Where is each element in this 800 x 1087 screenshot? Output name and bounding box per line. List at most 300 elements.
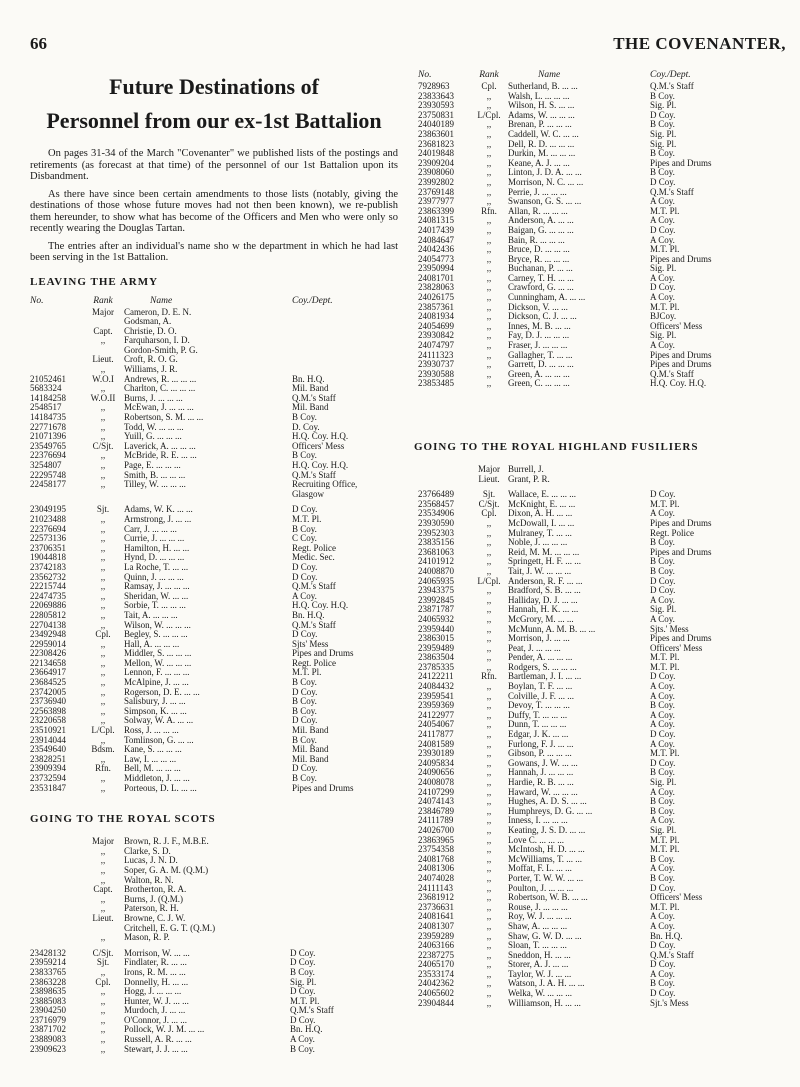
table-row bbox=[404, 274, 790, 284]
rank: Cpl. bbox=[95, 977, 111, 987]
rank: ,, bbox=[486, 566, 492, 576]
service-number: 23885083 bbox=[30, 996, 66, 1006]
coy-dept: Mil. Band bbox=[292, 754, 329, 764]
table-row bbox=[30, 394, 398, 404]
table-row bbox=[30, 611, 398, 621]
table-row bbox=[30, 1016, 398, 1026]
column-header-dept: Coy./Dept. bbox=[650, 70, 691, 80]
coy-dept: Pipes and Drums bbox=[650, 518, 712, 528]
table-row bbox=[404, 360, 790, 370]
service-number: 23716979 bbox=[30, 1015, 66, 1025]
coy-dept: D Coy. bbox=[650, 586, 676, 596]
name: Hannah, H. K. ... ... bbox=[508, 605, 579, 615]
rank: ,, bbox=[486, 91, 492, 101]
table-row bbox=[404, 101, 790, 111]
coy-dept: Mil. Band bbox=[292, 726, 329, 736]
coy-dept: D Coy. bbox=[292, 716, 318, 726]
table-row bbox=[30, 640, 398, 650]
service-number: 24111143 bbox=[418, 883, 453, 893]
coy-dept: H.Q. Coy. H.Q. bbox=[292, 432, 349, 442]
name: Robertson, S. M. ... ... bbox=[124, 413, 204, 423]
table-row bbox=[30, 442, 398, 452]
rank: ,, bbox=[486, 883, 492, 893]
service-number: 5683324 bbox=[30, 384, 62, 394]
coy-dept: D Coy. bbox=[290, 958, 316, 968]
service-number: 24008078 bbox=[418, 778, 454, 787]
service-number: 23769148 bbox=[418, 187, 454, 197]
rank: ,, bbox=[486, 168, 492, 178]
name: Haward, W. ... ... ... bbox=[508, 787, 578, 797]
table-row bbox=[30, 904, 398, 914]
service-number: 24081307 bbox=[418, 921, 454, 931]
coy-dept: Regt. Police bbox=[292, 658, 336, 668]
name: Springett, H. F. ... ... bbox=[508, 557, 582, 567]
rank: ,, bbox=[486, 979, 492, 989]
table-row bbox=[30, 413, 398, 423]
service-number: 23049195 bbox=[30, 505, 66, 515]
page-number: 66 bbox=[30, 34, 47, 53]
coy-dept: A Coy. bbox=[650, 710, 675, 720]
service-number: 22805812 bbox=[30, 610, 66, 620]
coy-dept: D Coy. bbox=[650, 730, 676, 740]
service-number: 23863965 bbox=[418, 835, 454, 845]
coy-dept: M.T. Pl. bbox=[650, 302, 680, 312]
name: Perrie, J. ... ... ... bbox=[508, 187, 567, 197]
table-row bbox=[404, 989, 790, 999]
service-number: 24054699 bbox=[418, 321, 454, 331]
name: Adams, W. K. ... ... bbox=[124, 505, 193, 515]
table-row bbox=[404, 312, 790, 322]
service-number: 24074028 bbox=[418, 873, 454, 883]
service-number: 23952303 bbox=[418, 528, 454, 538]
name: Tomlinson, G. ... ... bbox=[124, 735, 194, 745]
table-row bbox=[30, 933, 398, 943]
rank: ,, bbox=[486, 758, 492, 768]
name: Carr, J. ... ... ... bbox=[124, 524, 177, 534]
coy-dept: Officers' Mess bbox=[650, 321, 703, 331]
name: Anderson, R. F. ... ... bbox=[508, 576, 583, 586]
coy-dept: A Coy. bbox=[650, 293, 675, 303]
name: Begley, S. ... ... ... bbox=[124, 630, 188, 640]
table-row bbox=[404, 826, 790, 836]
rank: ,, bbox=[486, 902, 492, 912]
rank: ,, bbox=[486, 120, 492, 130]
rank: ,, bbox=[100, 706, 106, 716]
rank: ,, bbox=[486, 845, 492, 855]
service-number: 23853485 bbox=[418, 379, 454, 389]
table-row bbox=[404, 912, 790, 922]
table-row bbox=[30, 384, 398, 394]
name: Boylan, T. F. ... ... bbox=[508, 682, 573, 692]
table-row bbox=[404, 941, 790, 951]
rank: Lieut. bbox=[92, 913, 114, 923]
coy-dept: D Coy. bbox=[290, 1015, 316, 1025]
name: Irons, R. M. ... ... bbox=[124, 967, 186, 977]
name: Brenan, P. ... ... ... bbox=[508, 120, 572, 130]
coy-dept: B Coy. bbox=[650, 797, 675, 807]
service-number: 23531847 bbox=[30, 783, 66, 793]
service-number: 23220658 bbox=[30, 716, 66, 726]
table-row bbox=[404, 711, 790, 721]
coy-dept: D Coy. bbox=[650, 110, 676, 120]
rank: ,, bbox=[486, 177, 492, 187]
name: Sutherland, B. ... ... bbox=[508, 82, 578, 91]
service-number: 23750831 bbox=[418, 110, 454, 120]
rank: ,, bbox=[100, 697, 106, 707]
service-number: 24090656 bbox=[418, 768, 454, 778]
table-row bbox=[404, 207, 790, 217]
name: Gallagher, T. ... ... bbox=[508, 350, 573, 360]
coy-dept: B Coy. bbox=[650, 168, 675, 178]
name: Keating, J. S. D. ... ... bbox=[508, 825, 586, 835]
name: Christie, D. O. bbox=[124, 326, 177, 336]
table-row bbox=[30, 726, 398, 736]
rank: ,, bbox=[100, 562, 106, 572]
service-number: 22959014 bbox=[30, 639, 66, 649]
service-number: 23664917 bbox=[30, 668, 66, 678]
name: Farquharson, I. D. bbox=[124, 336, 190, 346]
coy-dept: C Coy. bbox=[292, 534, 317, 544]
rank: ,, bbox=[486, 797, 492, 807]
table-row bbox=[404, 351, 790, 361]
continued-table bbox=[404, 82, 790, 389]
name: Hughes, A. D. S. ... ... bbox=[508, 797, 587, 807]
name: Dunn, T. ... ... ... bbox=[508, 720, 567, 730]
rank: L/Cpl. bbox=[477, 110, 501, 120]
column-header-no: No. bbox=[418, 70, 432, 80]
rank: ,, bbox=[100, 754, 106, 764]
table-row bbox=[30, 968, 398, 978]
table-row bbox=[30, 856, 398, 866]
service-number: 23909204 bbox=[418, 158, 454, 168]
coy-dept: Sig. Pl. bbox=[650, 101, 677, 111]
service-number: 24084432 bbox=[418, 682, 454, 692]
name: Kane, S. ... ... ... bbox=[124, 745, 182, 755]
rank: ,, bbox=[486, 739, 492, 749]
table-row bbox=[404, 979, 790, 989]
table-row bbox=[404, 730, 790, 740]
service-number: 24026175 bbox=[418, 293, 454, 303]
service-number: 22376694 bbox=[30, 451, 66, 461]
service-number: 23977977 bbox=[418, 197, 454, 207]
name: Dickson, V. ... ... bbox=[508, 302, 568, 312]
coy-dept: Q.M.'s Staff bbox=[650, 82, 694, 91]
table-row bbox=[404, 519, 790, 529]
coy-dept: Pipes and Drums bbox=[292, 783, 354, 793]
name: Rouse, J. ... ... ... bbox=[508, 902, 568, 912]
coy-dept: B Coy. bbox=[650, 91, 675, 101]
name: Gordon-Smith, P. G. bbox=[124, 345, 198, 355]
rank: ,, bbox=[100, 1025, 106, 1035]
table-row bbox=[404, 864, 790, 874]
name: Grant, P. R. bbox=[508, 474, 550, 484]
name: Armstrong, J. ... ... bbox=[124, 514, 192, 524]
article-title-line-2: Personnel from our ex-1st Battalion bbox=[46, 108, 382, 133]
service-number: 23930593 bbox=[418, 101, 454, 111]
coy-dept: D Coy. bbox=[290, 987, 316, 997]
name: Sloan, T. ... ... ... bbox=[508, 941, 567, 951]
table-row bbox=[30, 630, 398, 640]
coy-dept: Sig. Pl. bbox=[650, 778, 677, 787]
table-row bbox=[404, 370, 790, 380]
rank: ,, bbox=[100, 591, 106, 601]
service-number: 24054067 bbox=[418, 720, 454, 730]
name: Swanson, G. S. ... ... bbox=[508, 197, 582, 207]
name: Walsh, L. ... ... ... bbox=[508, 91, 570, 101]
service-number: 24081701 bbox=[418, 273, 454, 283]
rank: ,, bbox=[100, 639, 106, 649]
table-row bbox=[30, 317, 398, 327]
coy-dept: M.T. Pl. bbox=[650, 835, 680, 845]
rank: ,, bbox=[486, 806, 492, 816]
coy-dept: Bn. H.Q. bbox=[292, 610, 325, 620]
rank: ,, bbox=[100, 514, 106, 524]
rank: ,, bbox=[486, 768, 492, 778]
name: Porteous, D. L. ... ... bbox=[124, 783, 197, 793]
name: Moffat, F. L. ... ... bbox=[508, 864, 572, 874]
rank: ,, bbox=[486, 825, 492, 835]
name: Love C. ... ... ... bbox=[508, 835, 564, 845]
service-number: 23992802 bbox=[418, 177, 454, 187]
name: Poulton, J. ... ... ... bbox=[508, 883, 574, 893]
name: Middleton, J. ... ... bbox=[124, 774, 190, 783]
name: Murdoch, J. ... ... bbox=[124, 1006, 186, 1016]
section-heading-rhf: GOING TO THE ROYAL HIGHLAND FUSILIERS bbox=[414, 441, 699, 453]
table-row bbox=[30, 480, 398, 490]
table-row bbox=[30, 403, 398, 413]
service-number: 21052461 bbox=[30, 374, 66, 384]
coy-dept: H.Q. Coy. H.Q. bbox=[292, 601, 349, 611]
name: Page, E. ... ... ... bbox=[124, 461, 181, 470]
rank: ,, bbox=[100, 524, 106, 534]
table-row bbox=[404, 663, 790, 673]
coy-dept: A Coy. bbox=[650, 595, 675, 605]
rank: ,, bbox=[486, 254, 492, 264]
name: Hall, A. ... ... ... bbox=[124, 639, 180, 649]
table-row bbox=[30, 1006, 398, 1016]
service-number: 19044818 bbox=[30, 553, 66, 563]
table-row bbox=[30, 563, 398, 573]
table-row bbox=[404, 178, 790, 188]
table-row bbox=[30, 764, 398, 774]
rank: ,, bbox=[486, 235, 492, 245]
coy-dept: A Coy. bbox=[650, 691, 675, 701]
name: Law, I. ... ... ... bbox=[124, 754, 177, 764]
coy-dept: A Coy. bbox=[650, 816, 675, 826]
name: Mulraney, T. ... ... bbox=[508, 528, 572, 538]
coy-dept: Sig. Pl. bbox=[650, 139, 677, 149]
table-row bbox=[404, 140, 790, 150]
name: McAlpine, J. ... ... bbox=[124, 678, 189, 688]
rank: ,, bbox=[486, 710, 492, 720]
rank: ,, bbox=[486, 225, 492, 235]
name: Brown, R. J. F., M.B.E. bbox=[124, 837, 209, 847]
name: Currie, J. ... ... ... bbox=[124, 534, 185, 544]
name: Hardie, R. B. ... ... bbox=[508, 778, 574, 787]
service-number: 24026700 bbox=[418, 825, 454, 835]
service-number: 23681063 bbox=[418, 547, 454, 557]
service-number: 23684525 bbox=[30, 678, 66, 688]
table-row bbox=[404, 634, 790, 644]
coy-dept: Regt. Police bbox=[292, 543, 336, 553]
table-row bbox=[30, 346, 398, 356]
coy-dept: D. Coy. bbox=[292, 422, 320, 432]
service-number: 23736631 bbox=[418, 902, 454, 912]
table-row bbox=[30, 649, 398, 659]
coy-dept: Pipes and Drums bbox=[650, 634, 712, 644]
table-row bbox=[30, 490, 398, 500]
service-number: 23736940 bbox=[30, 697, 66, 707]
rhf-table bbox=[404, 465, 790, 1008]
coy-dept: B Coy. bbox=[292, 524, 317, 534]
coy-dept: B Coy. bbox=[292, 413, 317, 423]
coy-dept: Sig. Pl. bbox=[650, 605, 677, 615]
rank: ,, bbox=[486, 369, 492, 379]
rank: ,, bbox=[100, 620, 106, 630]
table-row bbox=[404, 509, 790, 519]
rank: ,, bbox=[100, 894, 106, 904]
rank: ,, bbox=[100, 413, 106, 423]
rank: ,, bbox=[486, 912, 492, 922]
table-row bbox=[404, 264, 790, 274]
rank: ,, bbox=[486, 643, 492, 653]
rank: C/Sjt. bbox=[92, 948, 114, 958]
coy-dept: B Coy. bbox=[292, 735, 317, 745]
table-row bbox=[30, 621, 398, 631]
coy-dept: Glasgow bbox=[292, 489, 324, 499]
table-row bbox=[404, 567, 790, 577]
coy-dept: Officers' Mess bbox=[292, 441, 345, 451]
rank: ,, bbox=[486, 730, 492, 740]
rank: ,, bbox=[486, 264, 492, 274]
service-number: 23992845 bbox=[418, 595, 454, 605]
table-row bbox=[30, 745, 398, 755]
name: Wilson, W. ... ... ... bbox=[124, 620, 191, 630]
name: Halliday, D. J. ... ... bbox=[508, 595, 578, 605]
rank: ,, bbox=[100, 774, 106, 783]
rank: ,, bbox=[486, 321, 492, 331]
name: McDowall, I. ... ... bbox=[508, 518, 575, 528]
coy-dept: A Coy. bbox=[650, 912, 675, 922]
coy-dept: Sig. Pl. bbox=[650, 825, 677, 835]
service-number: 23950994 bbox=[418, 264, 454, 274]
service-number: 24008870 bbox=[418, 566, 454, 576]
coy-dept: Bn. H.Q. bbox=[290, 1025, 323, 1035]
service-number: 23492948 bbox=[30, 630, 66, 640]
table-row bbox=[404, 653, 790, 663]
rank: ,, bbox=[100, 987, 106, 997]
rank: Capt. bbox=[93, 326, 113, 336]
service-number: 24095834 bbox=[418, 758, 454, 768]
coy-dept: A Coy. bbox=[650, 864, 675, 874]
coy-dept: B Coy. bbox=[292, 451, 317, 461]
service-number: 23959440 bbox=[418, 624, 454, 634]
column-header-rank: Rank bbox=[479, 70, 499, 80]
service-number: 24042436 bbox=[418, 245, 454, 255]
name: Peat, J. ... ... ... bbox=[508, 643, 561, 653]
name: Yuill, G. ... ... ... bbox=[124, 432, 182, 442]
rank: ,, bbox=[486, 557, 492, 567]
table-row bbox=[404, 111, 790, 121]
table-row bbox=[404, 82, 790, 92]
rank: ,, bbox=[100, 865, 106, 875]
name: Soper, G. A. M. (Q.M.) bbox=[124, 865, 209, 875]
column-header-rank: Rank bbox=[93, 295, 113, 306]
column-header-dept: Coy./Dept. bbox=[292, 295, 333, 306]
table-row bbox=[30, 668, 398, 678]
coy-dept: Pipes and Drums bbox=[650, 547, 712, 557]
table-row bbox=[404, 216, 790, 226]
coy-dept: Pipes and Drums bbox=[650, 158, 712, 168]
table-row bbox=[404, 322, 790, 332]
name: Williamson, H. ... ... bbox=[508, 998, 581, 1008]
name: Humphreys, D. G. ... ... bbox=[508, 806, 593, 816]
rank: Sjt. bbox=[482, 490, 496, 500]
rank: ,, bbox=[486, 662, 492, 672]
coy-dept: D Coy. bbox=[292, 572, 318, 582]
table-row bbox=[404, 557, 790, 567]
table-row bbox=[30, 755, 398, 765]
coy-dept: D Coy. bbox=[292, 687, 318, 697]
table-row bbox=[404, 548, 790, 558]
coy-dept: B Coy. bbox=[292, 678, 317, 688]
name: Pender, A. ... ... ... bbox=[508, 653, 573, 663]
name: Hogg, J. ... ... ... bbox=[124, 987, 182, 997]
rank: ,, bbox=[486, 960, 492, 970]
name: Lennon, F. ... ... ... bbox=[124, 668, 190, 678]
rank: ,, bbox=[486, 350, 492, 360]
service-number: 23930590 bbox=[418, 518, 454, 528]
table-row bbox=[30, 885, 398, 895]
rank: ,, bbox=[100, 1044, 106, 1054]
rank: ,, bbox=[100, 658, 106, 668]
rank: ,, bbox=[100, 1006, 106, 1016]
service-number: 22295748 bbox=[30, 470, 66, 480]
table-row bbox=[404, 893, 790, 903]
table-row bbox=[30, 336, 398, 346]
rank: ,, bbox=[486, 653, 492, 663]
table-row bbox=[404, 932, 790, 942]
coy-dept: B Coy. bbox=[650, 873, 675, 883]
service-number: 24019848 bbox=[418, 149, 454, 159]
table-row bbox=[30, 914, 398, 924]
coy-dept: BJCoy. bbox=[650, 312, 677, 322]
coy-dept: A Coy. bbox=[650, 235, 675, 245]
leaving-table bbox=[30, 308, 398, 794]
name: Hynd, D. ... ... ... bbox=[124, 553, 185, 563]
service-number: 22771678 bbox=[30, 422, 66, 432]
table-row bbox=[404, 120, 790, 130]
name: Gowans, J. W. ... ... bbox=[508, 758, 578, 768]
service-number: 23959289 bbox=[418, 931, 454, 941]
rank: ,, bbox=[486, 931, 492, 941]
page-header bbox=[30, 34, 786, 58]
rank: ,, bbox=[100, 716, 106, 726]
coy-dept: Pipes and Drums bbox=[292, 649, 354, 659]
coy-dept: B Coy. bbox=[650, 120, 675, 130]
name: Bryce, R. ... ... ... bbox=[508, 254, 570, 264]
service-number: 22563898 bbox=[30, 706, 66, 716]
table-row bbox=[404, 475, 790, 485]
service-number: 23534906 bbox=[418, 509, 454, 519]
service-number: 24074797 bbox=[418, 341, 454, 351]
name: Donnelly, H. ... ... bbox=[124, 977, 189, 987]
table-row bbox=[404, 159, 790, 169]
name: Noble, J. ... ... ... bbox=[508, 538, 568, 548]
name: Clarke, S. D. bbox=[124, 846, 171, 856]
rank: ,, bbox=[100, 678, 106, 688]
service-number: 23828063 bbox=[418, 283, 454, 293]
